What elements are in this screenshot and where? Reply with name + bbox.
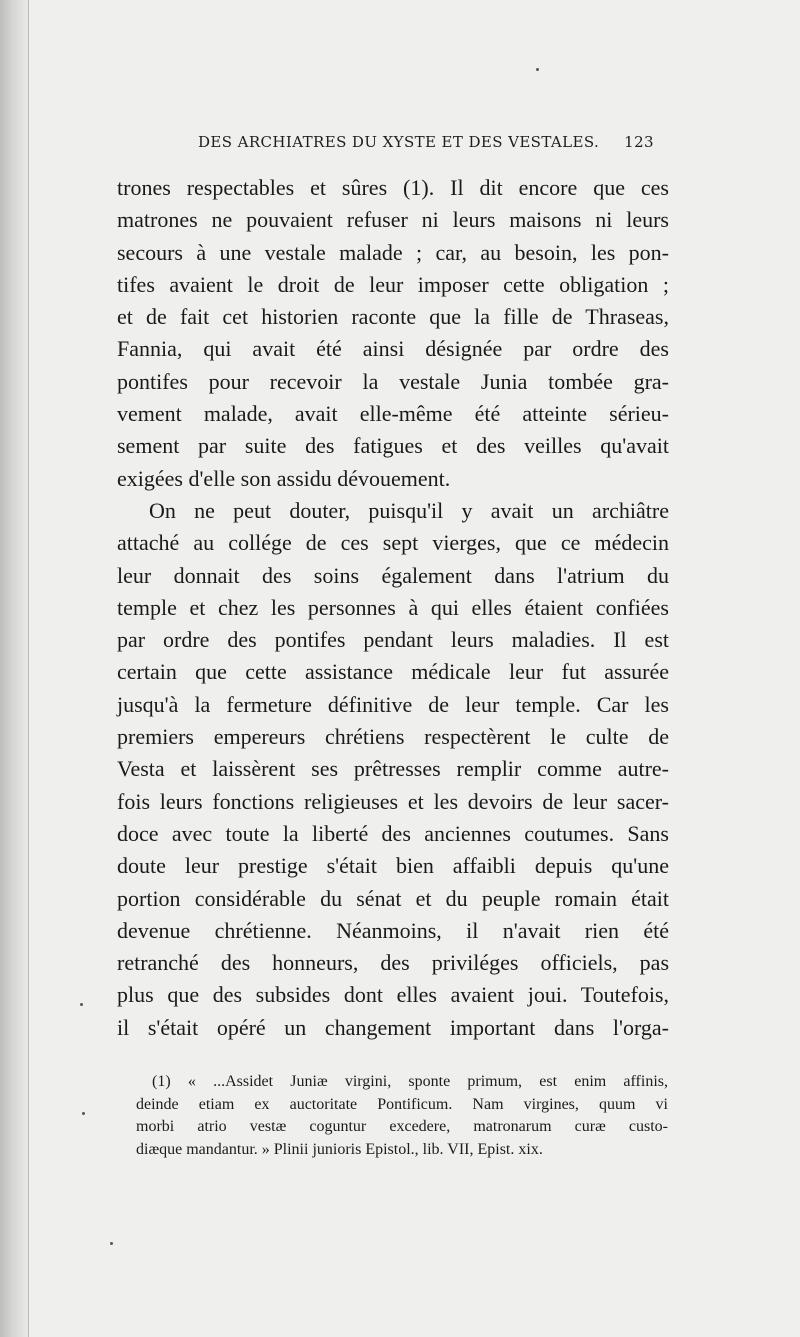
paragraph-first-line: On ne peut douter, puisqu'il y avait un archiâtre (149, 497, 669, 523)
text-line: premiers empereurs chrétiens respectèrent le culte de (117, 724, 669, 750)
text-line: portion considérable du sénat et du peuple romain était (117, 885, 669, 911)
text-line: Fannia, qui avait été ainsi désignée par ordre des (117, 336, 669, 362)
text-line: temple et chez les personnes à qui elles étaient confiées (117, 594, 669, 620)
paragraph-end-line: exigées d'elle son assidu dévouement. (117, 465, 451, 491)
text-line: Vesta et laissèrent ses prêtresses remplir comme autre- (117, 756, 669, 782)
text-line: attaché au collége de ces sept vierges, que ce médecin (117, 530, 669, 556)
text-line: devenue chrétienne. Néanmoins, il n'avait rien été (117, 917, 669, 943)
text-line: sement par suite des fatigues et des veilles qu'avait (117, 433, 669, 459)
running-title: DES ARCHIATRES DU XYSTE ET DES VESTALES. (198, 133, 600, 151)
scan-speck (82, 1112, 85, 1115)
running-header (198, 133, 658, 159)
footnote-line: deinde etiam ex auctoritate Pontificum. Nam virgines, quum vi (136, 1095, 668, 1113)
text-line: vement malade, avait elle-même été atteinte sérieu- (117, 401, 669, 427)
text-line: doce avec toute la liberté des anciennes coutumes. Sans (117, 820, 669, 846)
footnote-line: (1) « ...Assidet Juniæ virgini, sponte primum, est enim affinis, (152, 1073, 668, 1090)
footnote-block (136, 1071, 668, 1161)
text-line: et de fait cet historien raconte que la fille de Thraseas, (117, 304, 669, 330)
text-line: matrones ne pouvaient refuser ni leurs maisons ni leurs (117, 207, 669, 233)
body-text (117, 172, 669, 1044)
text-line: il s'était opéré un changement important dans l'orga- (117, 1014, 669, 1040)
page-edge-line (28, 0, 29, 1337)
text-line: plus que des subsides dont elles avaient joui. Toutefois, (117, 982, 669, 1008)
text-line: certain que cette assistance médicale leur fut assurée (117, 659, 669, 685)
text-line: retranché des honneurs, des priviléges officiels, pas (117, 950, 669, 976)
footnote-line: diæque mandantur. » Plinii junioris Epistol., lib. VII, Epist. xix. (136, 1140, 543, 1158)
footnote-line: morbi atrio vestæ coguntur excedere, matronarum curæ custo- (136, 1118, 668, 1135)
scan-speck (536, 68, 539, 71)
text-line: par ordre des pontifes pendant leurs maladies. Il est (117, 627, 669, 653)
text-line: tifes avaient le droit de leur imposer cette obligation ; (117, 271, 669, 297)
page-binding-shadow (0, 0, 28, 1337)
page-number: 123 (624, 133, 654, 151)
text-line: pontifes pour recevoir la vestale Junia tombée gra- (117, 368, 669, 394)
text-line: jusqu'à la fermeture définitive de leur temple. Car les (117, 691, 669, 717)
text-line: doute leur prestige s'était bien affaibli depuis qu'une (117, 853, 669, 879)
text-line: secours à une vestale malade ; car, au besoin, les pon- (117, 239, 669, 265)
text-line: trones respectables et sûres (1). Il dit encore que ces (117, 175, 669, 200)
scan-speck (110, 1242, 113, 1245)
text-line: fois leurs fonctions religieuses et les devoirs de leur sacer- (117, 788, 669, 814)
scan-speck (80, 1003, 83, 1006)
text-line: leur donnait des soins également dans l'atrium du (117, 562, 669, 588)
